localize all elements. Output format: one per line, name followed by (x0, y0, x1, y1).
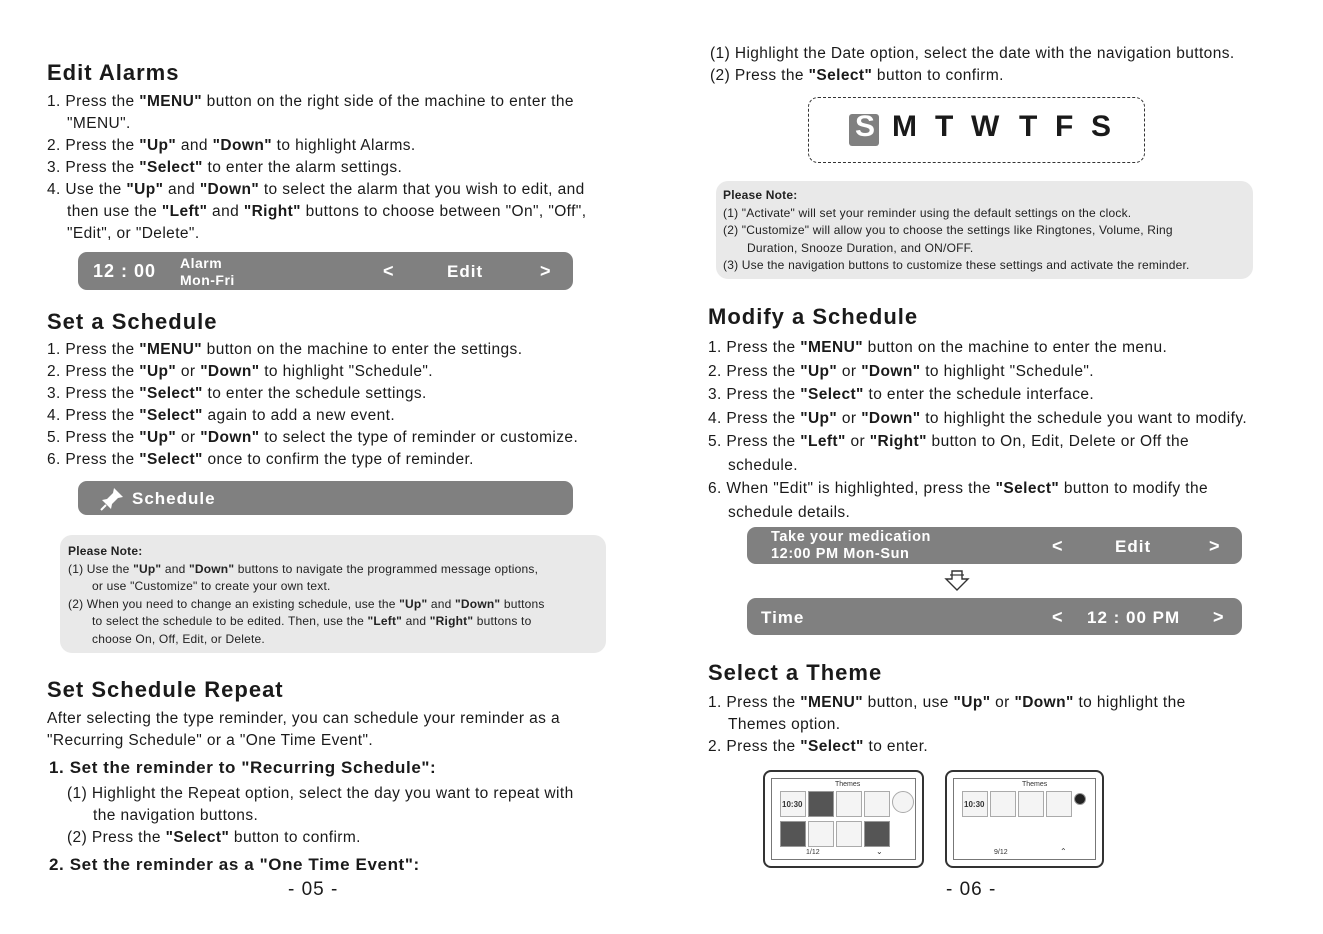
device-themes-page-1 (763, 770, 924, 868)
paragraph-line: "Recurring Schedule" or a "One Time Event". (47, 732, 374, 749)
alarm-bar (78, 252, 573, 290)
note-line: or use "Customize" to create your own text. (92, 579, 331, 593)
step-line: 4. Press the "Up" or "Down" to highlight the schedule you want to modify. (708, 409, 1248, 427)
modify-schedule-heading: Modify a Schedule (708, 304, 919, 329)
step-line: 1. Press the "MENU" button on the right side of the machine to enter the (47, 93, 574, 110)
theme-tile[interactable] (836, 791, 862, 817)
page-number: - 06 - (946, 879, 997, 900)
time-label: Time (761, 608, 805, 627)
step-line: 2. Press the "Select" to enter. (708, 738, 929, 755)
step-line: 6. When "Edit" is highlighted, press the "Select" button to modify the (708, 480, 1209, 497)
theme-tile[interactable] (780, 821, 806, 847)
step-line: Themes option. (728, 716, 841, 733)
alarm-time: 12 : 00 (93, 261, 157, 281)
schedule-repeat-heading: Set Schedule Repeat (47, 677, 284, 702)
step-line: 2. Press the "Up" and "Down" to highlight Alarms. (47, 137, 416, 154)
step-line: (1) Highlight the Date option, select the date with the navigation buttons. (710, 45, 1235, 62)
step-line: the navigation buttons. (93, 807, 259, 824)
step-line: 4. Press the "Select" again to add a new event. (47, 407, 396, 424)
step-line: (2) Press the "Select" button to confirm. (67, 829, 361, 846)
theme-tile[interactable] (1018, 791, 1044, 817)
recurring-subheading: 1. Set the reminder to "Recurring Schedule": (49, 758, 437, 777)
recurring-steps (67, 783, 574, 849)
note-line: (1) "Activate" will set your reminder using the default settings on the clock. (723, 205, 1132, 220)
paragraph-line: After selecting the type reminder, you can schedule your reminder as a (47, 710, 561, 727)
right-arrow-icon: > (1213, 607, 1224, 627)
day-thursday[interactable]: T (1019, 110, 1038, 143)
schedule-item-time: 12:00 PM Mon-Sun (771, 546, 910, 562)
right-arrow-icon: > (1209, 536, 1220, 556)
page-number: - 05 - (288, 879, 339, 900)
time-bar (747, 598, 1242, 635)
theme-tile[interactable] (892, 791, 914, 813)
edit-alarms-heading: Edit Alarms (47, 60, 180, 85)
theme-tile[interactable] (990, 791, 1016, 817)
device-screen (953, 778, 1096, 860)
note-title: Please Note: (68, 544, 143, 558)
time-value: 12 : 00 PM (1087, 608, 1181, 627)
note-line: (3) Use the navigation buttons to customize these settings and activate the reminder. (723, 258, 1190, 272)
step-line: 3. Press the "Select" to enter the alarm settings. (47, 159, 403, 176)
step-line: 3. Press the "Select" to enter the schedule settings. (47, 385, 427, 402)
schedule-item-bar (747, 527, 1242, 564)
theme-tile[interactable] (864, 791, 890, 817)
alarm-days: Mon-Fri (180, 272, 235, 288)
theme-tile[interactable]: 10:30 (780, 791, 806, 817)
weekday-selector (808, 97, 1145, 163)
step-line: "Edit", or "Delete". (67, 225, 200, 242)
note-line: to select the schedule to be edited. Then, use the "Left" and "Right" buttons to (92, 614, 532, 628)
note-line: (1) Use the "Up" and "Down" buttons to navigate the programmed message options, (68, 561, 539, 576)
note-line: (2) "Customize" will allow you to choose the settings like Ringtones, Volume, Ring (723, 223, 1173, 237)
step-line: 6. Press the "Select" once to confirm the type of reminder. (47, 451, 474, 468)
alarm-value: Edit (447, 262, 484, 281)
step-line: (2) Press the "Select" button to confirm. (710, 67, 1004, 84)
theme-tile[interactable] (864, 821, 890, 847)
reminder-note (716, 181, 1253, 279)
schedule-item-title: Take your medication (771, 529, 931, 545)
step-line: 5. Press the "Left" or "Right" button to On, Edit, Delete or Off the (708, 433, 1190, 450)
chevron-down-icon[interactable]: ⌄ (876, 847, 883, 856)
left-arrow-icon: < (1052, 607, 1063, 627)
step-line: "MENU". (67, 115, 131, 132)
step-line: 1. Press the "MENU" button on the machine to enter the menu. (708, 339, 1168, 356)
schedule-bar (78, 481, 573, 515)
device-page-indicator: 9/12 (994, 849, 1008, 856)
note-line: (2) When you need to change an existing schedule, use the "Up" and "Down" buttons (68, 596, 545, 611)
theme-tile[interactable] (1074, 793, 1086, 805)
left-arrow-icon: < (1052, 536, 1063, 556)
theme-tile[interactable] (1046, 791, 1072, 817)
date-steps (710, 43, 1235, 87)
device-themes-page-9 (945, 770, 1104, 868)
device-page-indicator: 1/12 (806, 849, 820, 856)
step-line: 1. Press the "MENU" button, use "Up" or "Down" to highlight the (708, 694, 1186, 711)
device-screen (771, 778, 916, 860)
day-monday[interactable]: M (892, 110, 917, 143)
modify-schedule-steps (708, 336, 1247, 524)
day-saturday[interactable]: S (1091, 110, 1112, 143)
step-line: schedule. (728, 456, 798, 474)
day-friday[interactable]: F (1055, 110, 1074, 143)
step-line: 1. Press the "MENU" button on the machine to enter the settings. (47, 341, 523, 358)
step-line: then use the "Left" and "Right" buttons to choose between "On", "Off", (67, 203, 587, 220)
step-line: 5. Press the "Up" or "Down" to select the type of reminder or customize. (47, 429, 579, 446)
right-arrow-icon: > (540, 261, 551, 281)
step-line: (1) Highlight the Repeat option, select the day you want to repeat with (67, 785, 574, 802)
set-schedule-steps (47, 339, 578, 471)
note-line: Duration, Snooze Duration, and ON/OFF. (747, 240, 974, 255)
day-tuesday[interactable]: T (935, 110, 954, 143)
schedule-item-value: Edit (1115, 537, 1152, 556)
one-time-subheading: 2. Set the reminder as a "One Time Event": (49, 855, 420, 874)
step-line: 3. Press the "Select" to enter the schedule interface. (708, 386, 1095, 403)
chevron-up-icon[interactable]: ⌃ (1060, 847, 1067, 856)
alarm-label: Alarm (180, 255, 223, 271)
down-arrow-icon (944, 570, 970, 592)
device-title: Themes (835, 781, 861, 788)
day-sunday[interactable]: S (855, 110, 876, 143)
note-title: Please Note: (723, 188, 798, 202)
theme-tile[interactable] (808, 821, 834, 847)
theme-tile[interactable] (836, 821, 862, 847)
select-theme-heading: Select a Theme (708, 660, 883, 685)
theme-tile[interactable]: 10:30 (962, 791, 988, 817)
edit-alarms-steps (47, 91, 586, 245)
step-line: schedule details. (728, 503, 851, 521)
theme-tile[interactable] (808, 791, 834, 817)
device-title: Themes (1022, 781, 1048, 788)
day-wednesday[interactable]: W (971, 110, 1000, 143)
step-line: 2. Press the "Up" or "Down" to highlight "Schedule". (47, 363, 434, 380)
select-theme-steps (708, 692, 1186, 758)
note-line: choose On, Off, Edit, or Delete. (92, 631, 265, 646)
step-line: 2. Press the "Up" or "Down" to highlight "Schedule". (708, 362, 1095, 380)
pin-icon (100, 485, 126, 511)
schedule-repeat-body (47, 708, 560, 752)
schedule-note (60, 535, 606, 653)
left-arrow-icon: < (383, 261, 394, 281)
step-line: 4. Use the "Up" and "Down" to select the alarm that you wish to edit, and (47, 181, 585, 198)
schedule-label: Schedule (132, 489, 216, 508)
set-schedule-heading: Set a Schedule (47, 309, 218, 334)
